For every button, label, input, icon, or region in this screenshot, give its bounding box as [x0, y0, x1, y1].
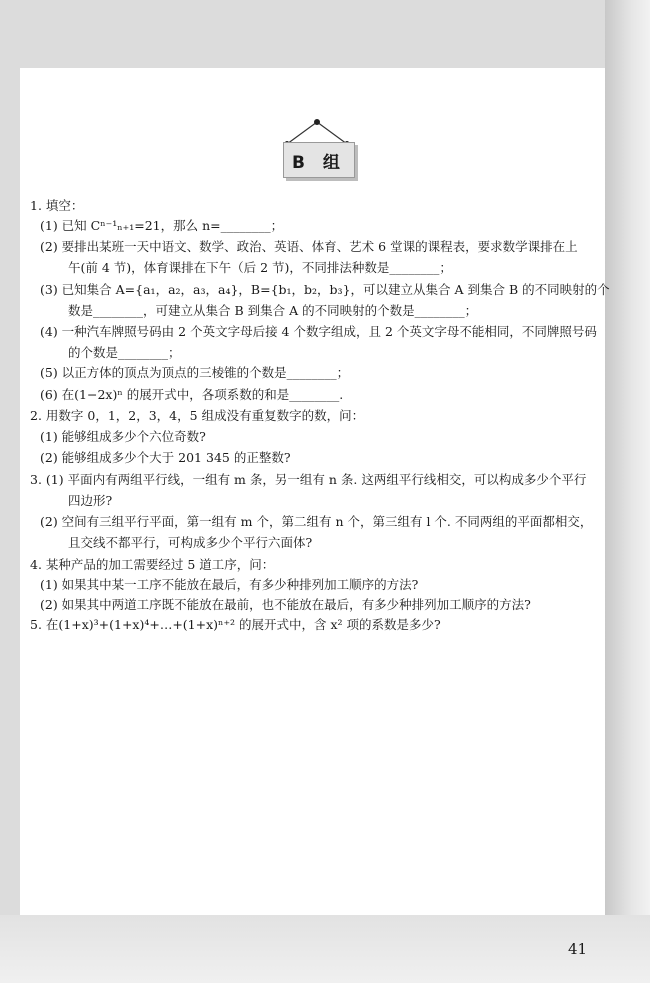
question-1-4-cont: 的个数是________；	[68, 345, 181, 360]
question-1-3: (3) 已知集合 A={a₁，a₂，a₃，a₄}，B={b₁，b₂，b₃}，可以建立从集合 A 到集合 B 的不同映射的个	[40, 282, 610, 297]
question-2-2: (2) 能够组成多少个大于 201 345 的正整数?	[40, 450, 291, 465]
section-sign	[283, 140, 359, 178]
page-number: 41	[568, 940, 588, 958]
question-3-2-cont: 且交线不都平行，可构成多少个平行六面体?	[68, 535, 313, 550]
question-1-3-cont: 数是________，可建立从集合 B 到集合 A 的不同映射的个数是________；	[68, 303, 478, 318]
section-title: B 组	[283, 142, 355, 178]
question-1-1: (1) 已知 Cⁿ⁻¹ₙ₊₁=21，那么 n=________；	[40, 218, 284, 233]
question-1: 1. 填空：	[30, 198, 84, 213]
page	[20, 68, 605, 915]
question-1-2: (2) 要排出某班一天中语文、数学、政治、英语、体育、艺术 6 堂课的课程表，要求数学课排在上	[40, 239, 578, 254]
question-3-1: 3. (1) 平面内有两组平行线，一组有 m 条，另一组有 n 条. 这两组平行线相交，可以构成多少个平行	[30, 472, 587, 487]
question-1-6: (6) 在(1−2x)ⁿ 的展开式中，各项系数的和是________.	[40, 387, 344, 402]
question-5: 5. 在(1+x)³+(1+x)⁴+…+(1+x)ⁿ⁺² 的展开式中，含 x² 项的系数是多少?	[30, 617, 441, 632]
question-2: 2. 用数字 0，1，2，3，4，5 组成没有重复数字的数，问：	[30, 408, 365, 423]
question-1-2-cont: 午(前 4 节)，体育课排在下午（后 2 节)，不同排法种数是________；	[68, 260, 452, 275]
question-3-1-cont: 四边形?	[68, 493, 113, 508]
question-4-2: (2) 如果其中两道工序既不能放在最前，也不能放在最后，有多少种排列加工顺序的方法?	[40, 597, 531, 612]
question-1-4: (4) 一种汽车牌照号码由 2 个英文字母后接 4 个数字组成，且 2 个英文字母不能相同，不同牌照号码	[40, 324, 597, 339]
question-1-5: (5) 以正方体的顶点为顶点的三棱锥的个数是________；	[40, 365, 350, 380]
question-3-2: (2) 空间有三组平行平面，第一组有 m 个，第二组有 n 个，第三组有 l 个. 不同两组的平面都相交，	[40, 514, 593, 529]
question-4-1: (1) 如果其中某一工序不能放在最后，有多少种排列加工顺序的方法?	[40, 577, 419, 592]
scan-edge-right	[605, 0, 650, 983]
question-2-1: (1) 能够组成多少个六位奇数?	[40, 429, 206, 444]
scan-edge-bottom	[0, 915, 650, 983]
question-4: 4. 某种产品的加工需要经过 5 道工序，问：	[30, 557, 275, 572]
